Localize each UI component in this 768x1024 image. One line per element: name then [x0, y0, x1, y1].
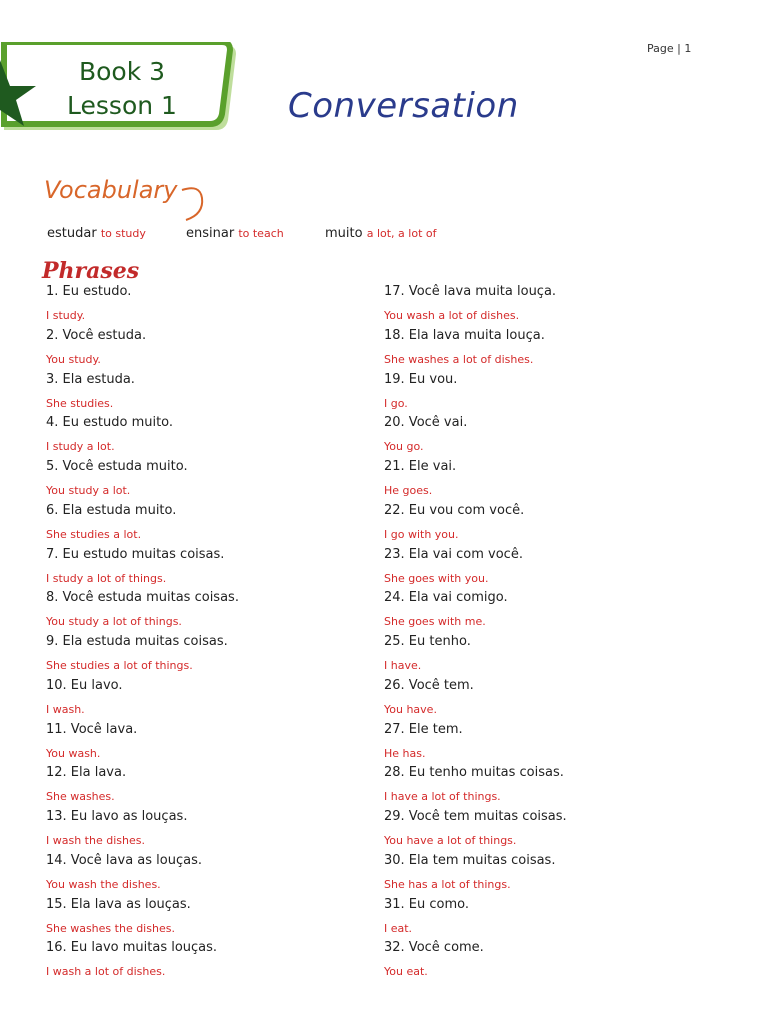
phrase-portuguese: 8. Você estuda muitas coisas. — [46, 590, 239, 606]
phrase-portuguese: 1. Eu estudo. — [46, 284, 132, 299]
phrase-portuguese: 20. Você vai. — [384, 415, 468, 431]
phrase-item — [46, 590, 376, 634]
phrase-item — [384, 503, 714, 547]
phrase-translation: She studies a lot. — [46, 527, 142, 541]
phrase-translation: I wash a lot of dishes. — [46, 965, 166, 979]
phrase-portuguese: 9. Ela estuda muitas coisas. — [46, 634, 228, 649]
page-title: Conversation — [288, 86, 519, 126]
phrase-portuguese: 32. Você come. — [384, 940, 484, 956]
vocabulary-heading: Vocabulary — [44, 176, 178, 204]
phrases-heading: Phrases — [42, 258, 140, 284]
phrase-portuguese: 31. Eu como. — [384, 896, 470, 912]
phrase-item — [384, 634, 714, 678]
phrases-column-right — [384, 284, 714, 984]
phrase-translation: You eat. — [384, 965, 428, 979]
phrase-item — [384, 415, 714, 459]
vocab-item — [186, 226, 284, 241]
phrase-translation: You wash a lot of dishes. — [384, 309, 520, 322]
phrase-translation: You study a lot of things. — [46, 615, 182, 629]
phrase-portuguese: 29. Você tem muitas coisas. — [384, 809, 567, 824]
phrase-item — [46, 503, 376, 547]
phrase-portuguese: 18. Ela lava muita louça. — [384, 327, 545, 343]
vocab-translation: to study — [100, 227, 146, 240]
phrase-item — [384, 284, 714, 328]
phrase-translation: I study. — [46, 309, 86, 322]
phrase-portuguese: 4. Eu estudo muito. — [46, 415, 174, 431]
phrase-item — [46, 853, 376, 897]
phrase-item — [384, 459, 714, 503]
vocab-item — [47, 226, 146, 241]
phrase-translation: You have a lot of things. — [384, 834, 517, 847]
phrase-item — [384, 853, 714, 897]
phrase-translation: I wash the dishes. — [46, 834, 145, 847]
phrase-translation: You study. — [46, 352, 101, 366]
phrase-portuguese: 19. Eu vou. — [384, 371, 458, 387]
phrase-portuguese: 25. Eu tenho. — [384, 634, 471, 649]
phrase-translation: You study a lot. — [46, 484, 131, 497]
vocab-translation: to teach — [238, 227, 284, 240]
phrase-portuguese: 28. Eu tenho muitas coisas. — [384, 765, 564, 781]
phrase-portuguese: 5. Você estuda muito. — [46, 459, 188, 474]
lesson-badge — [0, 42, 240, 142]
phrase-item — [46, 940, 376, 984]
phrase-portuguese: 2. Você estuda. — [46, 327, 147, 343]
phrase-item — [384, 678, 714, 722]
phrase-portuguese: 26. Você tem. — [384, 677, 474, 693]
phrase-item — [46, 809, 376, 853]
phrase-item — [384, 328, 714, 372]
phrases-column-left — [46, 284, 376, 984]
phrase-item — [46, 634, 376, 678]
phrase-portuguese: 16. Eu lavo muitas louças. — [46, 940, 218, 956]
phrase-translation: I go with you. — [384, 527, 459, 541]
phrase-translation: You go. — [384, 440, 424, 454]
phrase-portuguese: 10. Eu lavo. — [46, 677, 123, 693]
phrase-item — [46, 328, 376, 372]
phrase-item — [384, 897, 714, 941]
vocab-word: muito — [325, 226, 363, 241]
phrase-translation: I wash. — [46, 702, 85, 716]
phrase-item — [384, 590, 714, 634]
phrase-translation: I go. — [384, 396, 408, 410]
phrase-item — [384, 547, 714, 591]
vocab-word: estudar — [47, 226, 97, 241]
phrase-item — [384, 722, 714, 766]
phrase-item — [46, 765, 376, 809]
phrase-portuguese: 30. Ela tem muitas coisas. — [384, 852, 556, 868]
phrase-translation: She goes with me. — [384, 615, 486, 629]
page-number: Page | 1 — [647, 42, 692, 55]
phrase-item — [46, 678, 376, 722]
phrase-translation: She studies a lot of things. — [46, 659, 193, 672]
phrase-item — [384, 372, 714, 416]
phrase-translation: I study a lot. — [46, 440, 115, 454]
phrase-translation: He has. — [384, 746, 426, 760]
phrase-translation: I study a lot of things. — [46, 571, 167, 585]
phrase-portuguese: 23. Ela vai com você. — [384, 546, 523, 562]
lesson-label: Lesson 1 — [67, 91, 177, 120]
phrase-translation: He goes. — [384, 484, 433, 497]
phrase-portuguese: 27. Ele tem. — [384, 721, 463, 737]
swoosh-icon — [180, 184, 210, 224]
phrase-translation: You have. — [384, 702, 437, 716]
phrase-portuguese: 24. Ela vai comigo. — [384, 590, 508, 606]
phrase-translation: She studies. — [46, 396, 114, 410]
badge-text — [52, 55, 192, 123]
phrase-portuguese: 12. Ela lava. — [46, 765, 127, 781]
phrase-translation: She washes. — [46, 790, 115, 804]
phrase-portuguese: 14. Você lava as louças. — [46, 852, 202, 868]
vocab-item — [325, 226, 436, 241]
phrase-portuguese: 15. Ela lava as louças. — [46, 896, 191, 912]
phrase-item — [46, 547, 376, 591]
vocab-word: ensinar — [186, 226, 235, 241]
phrase-translation: You wash. — [46, 746, 101, 760]
phrase-translation: She washes the dishes. — [46, 921, 175, 935]
phrase-translation: I have a lot of things. — [384, 790, 501, 804]
phrase-translation: She has a lot of things. — [384, 877, 511, 891]
phrase-portuguese: 3. Ela estuda. — [46, 371, 135, 387]
phrase-item — [384, 940, 714, 984]
phrase-portuguese: 22. Eu vou com você. — [384, 502, 525, 518]
phrase-item — [46, 415, 376, 459]
phrase-translation: I have. — [384, 659, 422, 672]
phrase-item — [46, 897, 376, 941]
phrase-portuguese: 7. Eu estudo muitas coisas. — [46, 546, 225, 562]
phrase-translation: I eat. — [384, 921, 413, 935]
book-label: Book 3 — [78, 57, 166, 86]
phrase-portuguese: 13. Eu lavo as louças. — [46, 809, 188, 824]
phrase-item — [46, 459, 376, 503]
phrase-item — [46, 284, 376, 328]
phrase-portuguese: 6. Ela estuda muito. — [46, 502, 177, 518]
phrase-portuguese: 21. Ele vai. — [384, 459, 457, 474]
phrase-item — [46, 722, 376, 766]
phrase-translation: She goes with you. — [384, 571, 489, 585]
phrase-translation: You wash the dishes. — [46, 877, 161, 891]
vocab-translation: a lot, a lot of — [366, 227, 437, 240]
phrase-portuguese: 17. Você lava muita louça. — [384, 284, 557, 299]
phrase-translation: She washes a lot of dishes. — [384, 352, 534, 366]
phrase-item — [384, 765, 714, 809]
phrase-item — [384, 809, 714, 853]
phrase-item — [46, 372, 376, 416]
phrase-portuguese: 11. Você lava. — [46, 721, 138, 737]
